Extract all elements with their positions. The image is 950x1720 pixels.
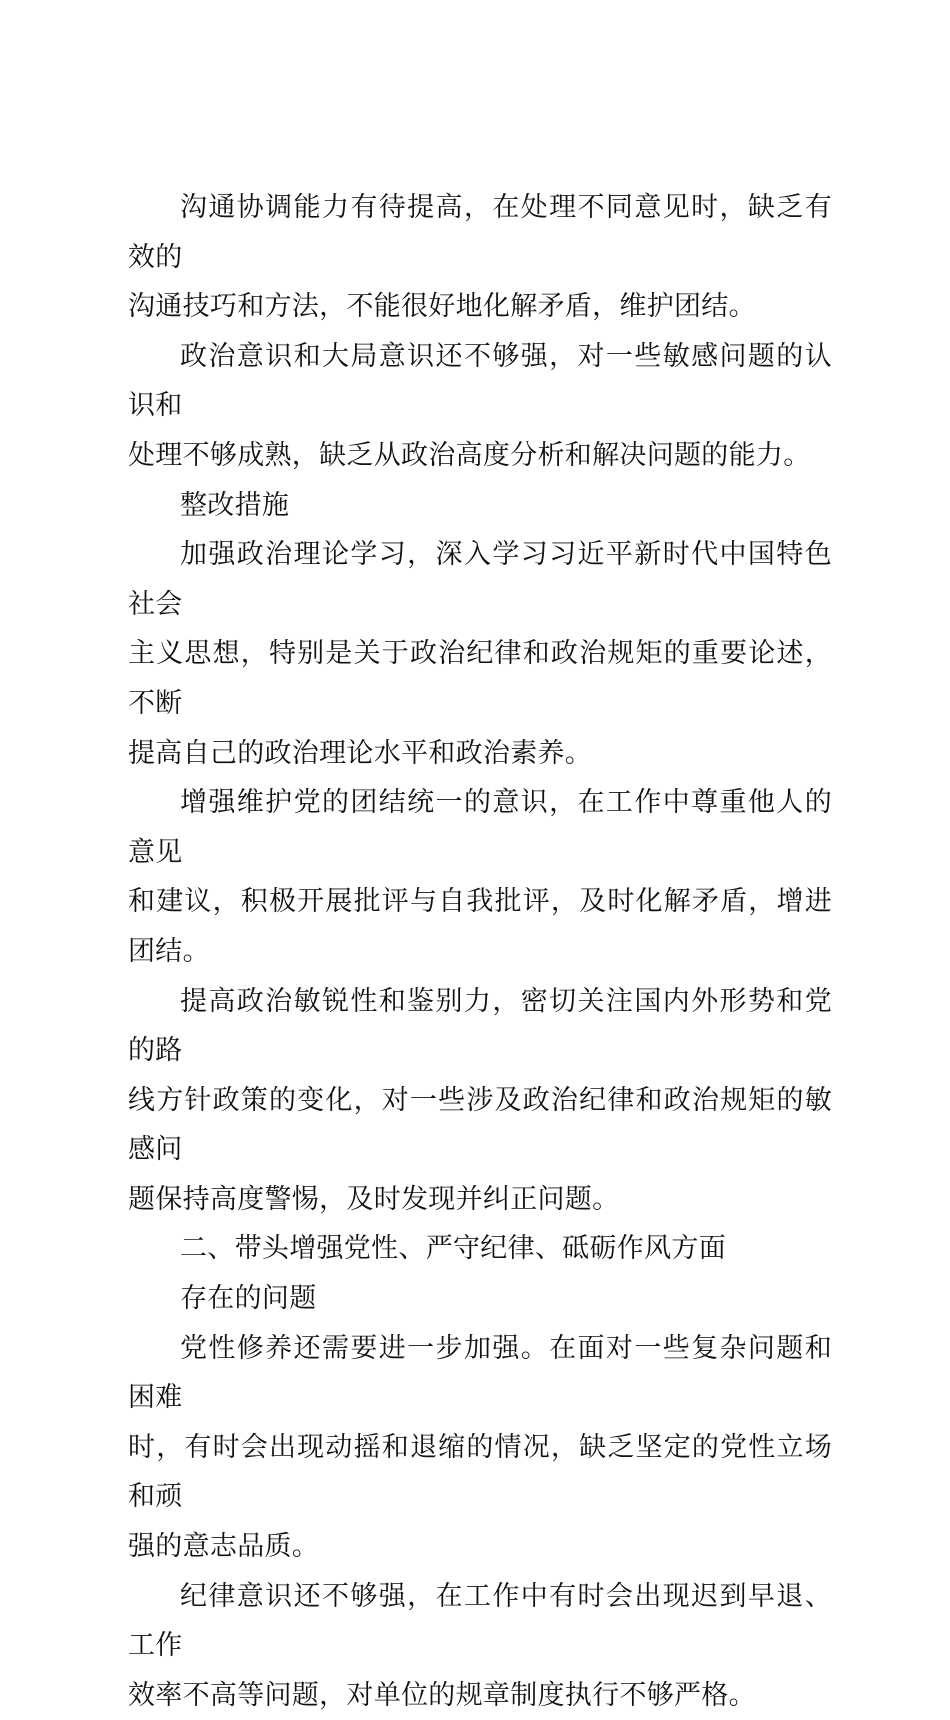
paragraph-party-spirit: [128, 1324, 832, 1572]
text-line: 二、带头增强党性、严守纪律、砥砺作风方面: [180, 1233, 726, 1265]
paragraph-theory-study: [128, 530, 832, 778]
paragraph-communication: [128, 183, 832, 332]
heading-section-two: [128, 1224, 832, 1274]
paragraph-sensitivity: [128, 977, 832, 1225]
text-line: 提高自己的政治理论水平和政治素养。: [128, 737, 593, 769]
heading-existing-problems: [128, 1274, 832, 1324]
text-line: 效率不高等问题，对单位的规章制度执行不够严格。: [128, 1679, 756, 1711]
text-line: 增强维护党的团结统一的意识，在工作中尊重他人的意见: [128, 787, 832, 868]
paragraph-political-awareness: [128, 332, 832, 481]
paragraph-unity: [128, 778, 832, 976]
text-line: 时，有时会出现动摇和退缩的情况，缺乏坚定的党性立场和顽: [128, 1431, 832, 1513]
text-line: 整改措施: [180, 489, 290, 521]
text-line: 题保持高度警惕，及时发现并纠正问题。: [128, 1183, 620, 1215]
heading-rectification-measures: [128, 481, 832, 531]
text-line: 处理不够成熟，缺乏从政治高度分析和解决问题的能力。: [128, 439, 811, 471]
text-line: 提高政治敏锐性和鉴别力，密切关注国内外形势和党的路: [128, 985, 832, 1067]
text-line: 主义思想，特别是关于政治纪律和政治规矩的重要论述，不断: [128, 638, 832, 719]
text-line: 加强政治理论学习，深入学习习近平新时代中国特色社会: [128, 539, 832, 620]
paragraph-discipline: [128, 1572, 832, 1720]
text-line: 政治意识和大局意识还不够强，对一些敏感问题的认识和: [128, 340, 832, 422]
text-line: 沟通技巧和方法，不能很好地化解矛盾，维护团结。: [128, 291, 756, 323]
text-line: 线方针政策的变化，对一些涉及政治纪律和政治规矩的敏感问: [128, 1084, 832, 1166]
text-line: 和建议，积极开展批评与自我批评，及时化解矛盾，增进团结。: [128, 886, 832, 967]
text-line: 存在的问题: [180, 1283, 317, 1315]
document-body: [128, 183, 832, 1720]
text-line: 纪律意识还不够强，在工作中有时会出现迟到早退、工作: [128, 1580, 832, 1662]
text-line: 沟通协调能力有待提高，在处理不同意见时，缺乏有效的: [128, 192, 832, 273]
text-line: 强的意志品质。: [128, 1531, 320, 1563]
text-line: 党性修养还需要进一步加强。在面对一些复杂问题和困难: [128, 1332, 832, 1414]
